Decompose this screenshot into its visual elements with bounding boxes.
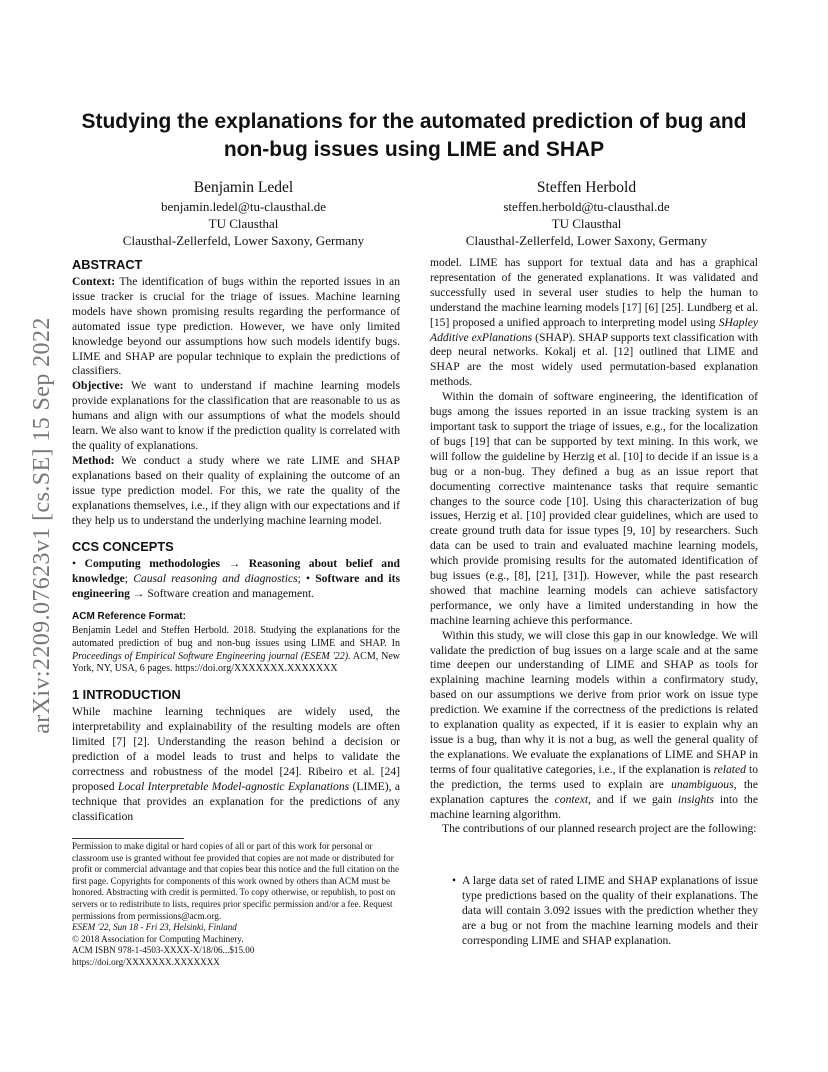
right-paragraph-4: The contributions of our planned research project are the following:	[442, 822, 757, 836]
arxiv-identifier	[22, 290, 62, 760]
arxiv-id-text: arXiv:2209.07623v1 [cs.SE] 15 Sep 2022	[28, 316, 55, 734]
right-paragraph-2: Within the domain of software engineering, the identification of bugs among the issues reported in an issue tracking system is an important task to support the triage of issues, e.g., for the localization of bugs [19] that can be supported by text mining. In this work, we will follow the guideline by Herzig et al. [10] to decide if an issue is a bug or a non-bug. They defined a bug as an issue report that documenting corrective maintenance tasks that require semantic changes to the source code [10]. Using this characterization of bug issues, Herzig et al. [10] provided clear guidelines, which are used to create ground truth data for issue types [9, 10] by researchers. Such data can be used to train and evaluated machine learning models, which provide promising results for the automated identification of bug issues (e.g., [8], [21], [31]). However, while the past research showed that machine learning models can achieve satisfactory performance, we only have a limited understanding in how the machine learning achieve this performance.	[430, 390, 758, 627]
acm-ref-post: ACM, New York, NY, USA, 6 pages. https://doi.org/XXXXXXX.XXXXXXX	[72, 650, 400, 675]
copyright-line: © 2018 Association for Computing Machinery.	[72, 933, 244, 944]
ccs-item1-italic: Causal reasoning and diagnostics	[133, 572, 298, 586]
author-1	[72, 178, 415, 249]
permission-notice: Permission to make digital or hard copies of all or part of this work for personal or classroom use is granted without fee provided that copies are not made or distributed for profit or commercial advantage and that copies bear this notice and the full citation on the first page. Copyrights for components of this work owned by others than ACM must be honored. Abstracting with credit is permitted. To copy otherwise, or republish, to post on servers or to redistribute to lists, requires prior specific permission and/or a fee. Request permissions from permissions@acm.org.	[72, 841, 400, 921]
method-text: We conduct a study where we rate LIME and SHAP explanations based on their quality of explaining the outcome of an issue type prediction model. For this, we rate the quality of the explanations themselves, i.e., if they align with our expectations and if they help us to understand the underlying machine learning model.	[72, 453, 400, 527]
intro-p1-post: (LIME), a technique that provides an explanation for the predictions of any classification	[72, 779, 400, 823]
isbn-line: ACM ISBN 978-1-4503-XXXX-X/18/06...$15.00	[72, 945, 255, 956]
p3-related: related	[713, 762, 746, 776]
author-name: Steffen Herbold	[536, 179, 637, 196]
right-column	[430, 256, 758, 837]
bullet-icon: •	[452, 874, 457, 887]
author-email: benjamin.ledel@tu-clausthal.de	[160, 199, 327, 214]
ccs-heading: CCS CONCEPTS	[72, 539, 174, 555]
abstract-heading: ABSTRACT	[72, 257, 143, 272]
author-name: Benjamin Ledel	[193, 179, 294, 196]
footnote-rule	[72, 838, 184, 839]
left-column	[72, 256, 400, 824]
p3-a: Within this study, we will close this gap in our knowledge. We will validate the prediction of bug issues on a large scale and at the same time deepen our understanding of LIME and SHAP as tools for explaining machine learning models within a confirmatory study, based on our assumptions we derive from prior work on issue type prediction. We examine if the correctness of the predictions is related to explanation quality as expected, if it is easier to explain why an issue is a bug, than why it is not a bug, as well the general quality of the explanations. We evaluate the explanations of LIME and SHAP in terms of four qualitative categories, i.e., if the explanation is	[430, 628, 758, 776]
paper-title: Studying the explanations for the automated prediction of bug and non-bug issues using LIME and SHAP	[81, 110, 747, 161]
author-location: Clausthal-Zellerfeld, Lower Saxony, Germany	[122, 233, 365, 248]
context-text: The identification of bugs within the reported issues in an issue tracker is crucial for the triage of issues. Machine learning models have shown promising results regarding the performance of automated issue type prediction. However, we have only limited knowledge beyond our assumptions how such models identify bugs. LIME and SHAP are popular technique to explain the predictions of classifiers.	[72, 275, 400, 378]
p3-c: , the explanation captures the	[430, 777, 758, 806]
acm-reference-heading: ACM Reference Format:	[72, 611, 186, 623]
p3-insights: insights	[677, 792, 714, 806]
objective-text: We want to understand if machine learning models provide explanations for the classification that are reasonable to us as humans and align with our assumptions of what the models should learn. We also want to know if the prediction quality is correlated with the quality of explanations.	[72, 379, 400, 452]
ccs-item1-bold: Computing methodologies → Reasoning about belief and knowledge	[72, 557, 400, 586]
ccs-bullet: •	[300, 572, 316, 586]
conference-info: ESEM '22, Sun 18 - Fri 23, Helsinki, Finland	[72, 922, 237, 933]
ccs-item2-rest: → Software creation and management.	[129, 587, 315, 601]
author-affiliation: TU Clausthal	[208, 216, 279, 231]
right-p1-italic: SHapley Additive exPlanations	[430, 315, 758, 344]
right-paragraph-3	[430, 629, 758, 823]
author-block	[72, 178, 758, 249]
p3-b: to the prediction, the terms used to explain are	[430, 762, 758, 791]
author-affiliation: TU Clausthal	[551, 216, 622, 231]
intro-p1-italic: Local Interpretable Model-agnostic Explanations	[117, 779, 350, 793]
author-2	[415, 178, 758, 249]
objective-label: Objective:	[72, 379, 124, 393]
acm-ref-pre: Benjamin Ledel and Steffen Herbold. 2018. Studying the explanations for the automated prediction of bug and non-bug issues using LIME and SHAP. In	[72, 625, 400, 649]
right-p1-post: (SHAP). SHAP supports text classification with deep neural networks. Kokalj et al. [12] outlined that LIME and SHAP are the most widely used permutation-based explanation methods.	[430, 330, 758, 389]
doi-line: https://doi.org/XXXXXXX.XXXXXXX	[72, 956, 220, 967]
abstract-objective	[72, 379, 400, 454]
acm-reference	[72, 625, 400, 676]
copyright-footnote	[72, 841, 400, 969]
ccs-bullet: •	[72, 557, 77, 571]
acm-ref-venue: Proceedings of Empirical Software Engineering journal (ESEM '22).	[72, 650, 351, 662]
ccs-concepts	[72, 557, 400, 602]
intro-p1-pre: While machine learning techniques are widely used, the interpretability and explainability of the resulting models are often limited [7] [2]. Understanding the reason behind a decision or prediction of a model leads to trust and helps to validate the correctness and robustness of the model [24]. Ribeiro et al. [24] proposed	[72, 705, 400, 793]
p3-d: , and if we gain	[588, 792, 678, 806]
p3-context: context	[554, 792, 589, 806]
intro-paragraph-1	[72, 705, 400, 824]
introduction-heading: 1 INTRODUCTION	[72, 687, 181, 703]
contribution-list-item	[452, 874, 758, 949]
author-email: steffen.herbold@tu-clausthal.de	[503, 199, 670, 214]
abstract-context	[72, 275, 400, 379]
right-p1-pre: model. LIME has support for textual data and has a graphical representation of the generated explanations. It was validated and successfully used in several user studies to help the human to understand the machine learning models [17] [6] [25]. Lundberg et al. [15] proposed a unified approach to interpreting model using	[430, 256, 758, 329]
ccs-item2-bold: Software and its engineering	[72, 572, 401, 601]
contribution-text: A large data set of rated LIME and SHAP explanations of issue type predictions based on the quality of their explanations. The data will contain 3.092 issues with the prediction whether they are a bug or not from the machine learning models and their corresponding LIME and SHAP explanation.	[462, 874, 758, 947]
context-label: Context:	[72, 275, 116, 288]
ccs-separator: ;	[124, 572, 134, 586]
ccs-item1-end: ;	[297, 572, 301, 586]
p3-e: into the machine learning algorithm.	[430, 792, 758, 821]
p3-unambiguous: unambiguous	[671, 777, 734, 791]
right-paragraph-1	[430, 256, 758, 390]
method-label: Method:	[72, 453, 115, 467]
abstract-method	[72, 454, 400, 529]
author-location: Clausthal-Zellerfeld, Lower Saxony, Germany	[465, 233, 708, 248]
